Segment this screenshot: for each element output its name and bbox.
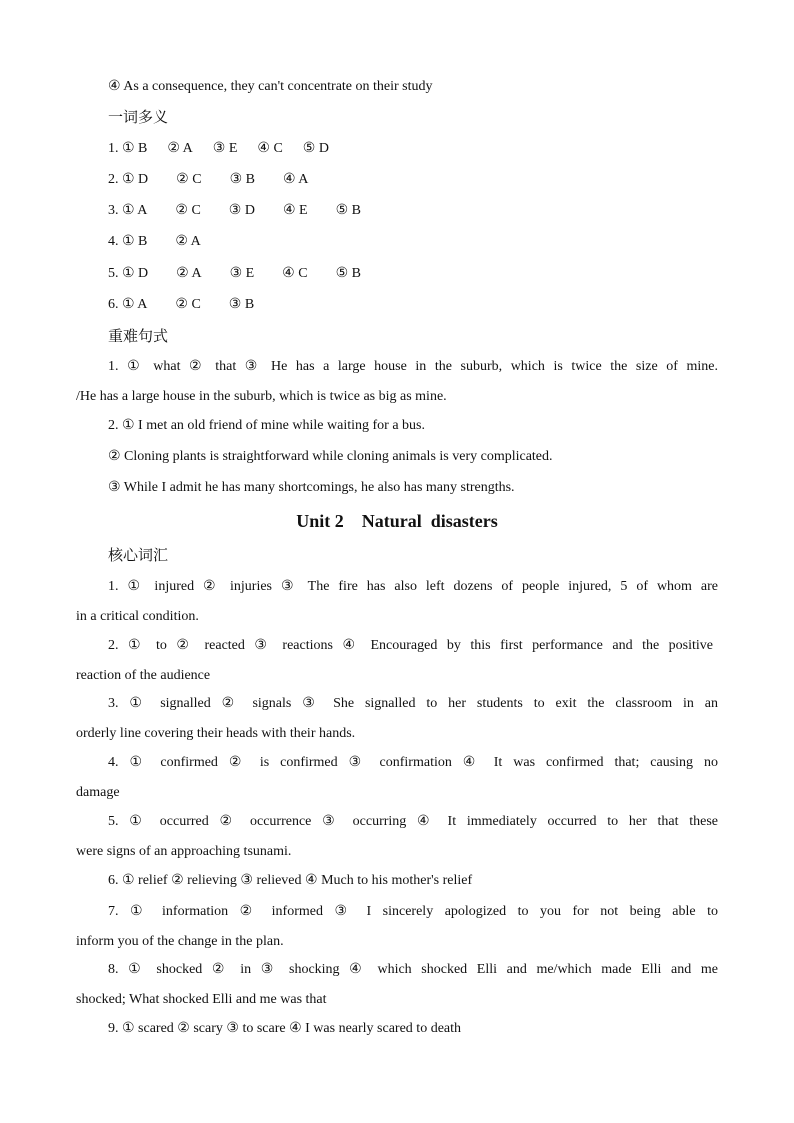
answer-line: ④ As a consequence, they can't concentrate on their study bbox=[108, 79, 433, 94]
answer-line: 9. ① scared ② scary ③ to scare ④ I was nearly scared to death bbox=[108, 1021, 462, 1036]
answer-line: 8. ① shocked ② in ③ shocking ④ which shocked Elli and me/which made Elli and me bbox=[108, 962, 718, 977]
answer-line: 3. ① signalled ② signals ③ She signalled to her students to exit the classroom in an bbox=[108, 696, 718, 711]
answer-line: 2. ① I met an old friend of mine while waiting for a bus. bbox=[108, 418, 425, 433]
answer-line-continued: reaction of the audience bbox=[76, 668, 211, 683]
answer-item: ④ E bbox=[282, 203, 308, 218]
answer-item: ② A bbox=[176, 266, 202, 281]
answer-item: ③ E bbox=[229, 266, 255, 281]
answer-item: 1. ① B bbox=[108, 141, 148, 156]
answer-item: ② A bbox=[167, 141, 193, 156]
answer-item: ④ C bbox=[257, 141, 283, 156]
answer-item: ② C bbox=[175, 203, 201, 218]
answer-item: ⑤ B bbox=[335, 266, 361, 281]
answer-line-continued: were signs of an approaching tsunami. bbox=[76, 844, 292, 859]
answer-line-continued: orderly line covering their heads with their hands. bbox=[76, 726, 356, 741]
answer-row bbox=[108, 171, 308, 189]
answer-item: ② C bbox=[175, 297, 201, 312]
answer-line: 2. ① to ② reacted ③ reactions ④ Encouraged by this first performance and the positive bbox=[108, 638, 713, 653]
answer-item: ③ E bbox=[212, 141, 238, 156]
answer-line-continued: damage bbox=[76, 785, 120, 800]
answer-row bbox=[108, 233, 201, 251]
section-heading-hexin: 核心词汇 bbox=[108, 546, 169, 564]
answer-line-continued: in a critical condition. bbox=[76, 609, 199, 624]
answer-line: 6. ① relief ② relieving ③ relieved ④ Much to his mother's relief bbox=[108, 873, 473, 888]
answer-item: ③ B bbox=[228, 297, 255, 312]
answer-item: ③ D bbox=[228, 203, 255, 218]
answer-line: ② Cloning plants is straightforward while cloning animals is very complicated. bbox=[108, 449, 553, 464]
answer-line-continued: inform you of the change in the plan. bbox=[76, 934, 284, 949]
answer-item: ④ A bbox=[282, 172, 309, 187]
answer-row bbox=[108, 202, 361, 220]
answer-line: 7. ① information ② informed ③ I sincerely apologized to you for not being able to bbox=[108, 904, 718, 919]
answer-item: ④ C bbox=[282, 266, 308, 281]
answer-item: 3. ① A bbox=[108, 203, 148, 218]
answer-line: 1. ① what ② that ③ He has a large house in the suburb, which is twice the size of mine. bbox=[108, 359, 718, 374]
unit-title: Unit 2 Natural disasters bbox=[296, 511, 498, 531]
answer-item: ③ B bbox=[229, 172, 255, 187]
answer-item: ⑤ D bbox=[302, 141, 329, 156]
answer-item: 5. ① D bbox=[108, 266, 149, 281]
answer-row bbox=[108, 296, 254, 314]
answer-item: ⑤ B bbox=[335, 203, 361, 218]
answer-line: 1. ① injured ② injuries ③ The fire has also left dozens of people injured, 5 of whom are bbox=[108, 579, 718, 594]
answer-line-continued: /He has a large house in the suburb, which is twice as big as mine. bbox=[76, 389, 447, 404]
answer-line: ③ While I admit he has many shortcomings, he also has many strengths. bbox=[108, 480, 515, 495]
answer-line: 4. ① confirmed ② is confirmed ③ confirmation ④ It was confirmed that; causing no bbox=[108, 755, 718, 770]
answer-line: 5. ① occurred ② occurrence ③ occurring ④ It immediately occurred to her that these bbox=[108, 814, 718, 829]
section-heading-zhongnan: 重难句式 bbox=[108, 327, 169, 345]
answer-item: ② A bbox=[175, 234, 201, 249]
answer-item: 6. ① A bbox=[108, 297, 148, 312]
answer-row bbox=[108, 140, 329, 158]
section-heading-yici: 一词多义 bbox=[108, 108, 169, 126]
answer-row bbox=[108, 265, 361, 283]
answer-item: ② C bbox=[176, 172, 202, 187]
answer-line-continued: shocked; What shocked Elli and me was that bbox=[76, 992, 327, 1007]
answer-item: 4. ① B bbox=[108, 234, 148, 249]
answer-item: 2. ① D bbox=[108, 172, 149, 187]
